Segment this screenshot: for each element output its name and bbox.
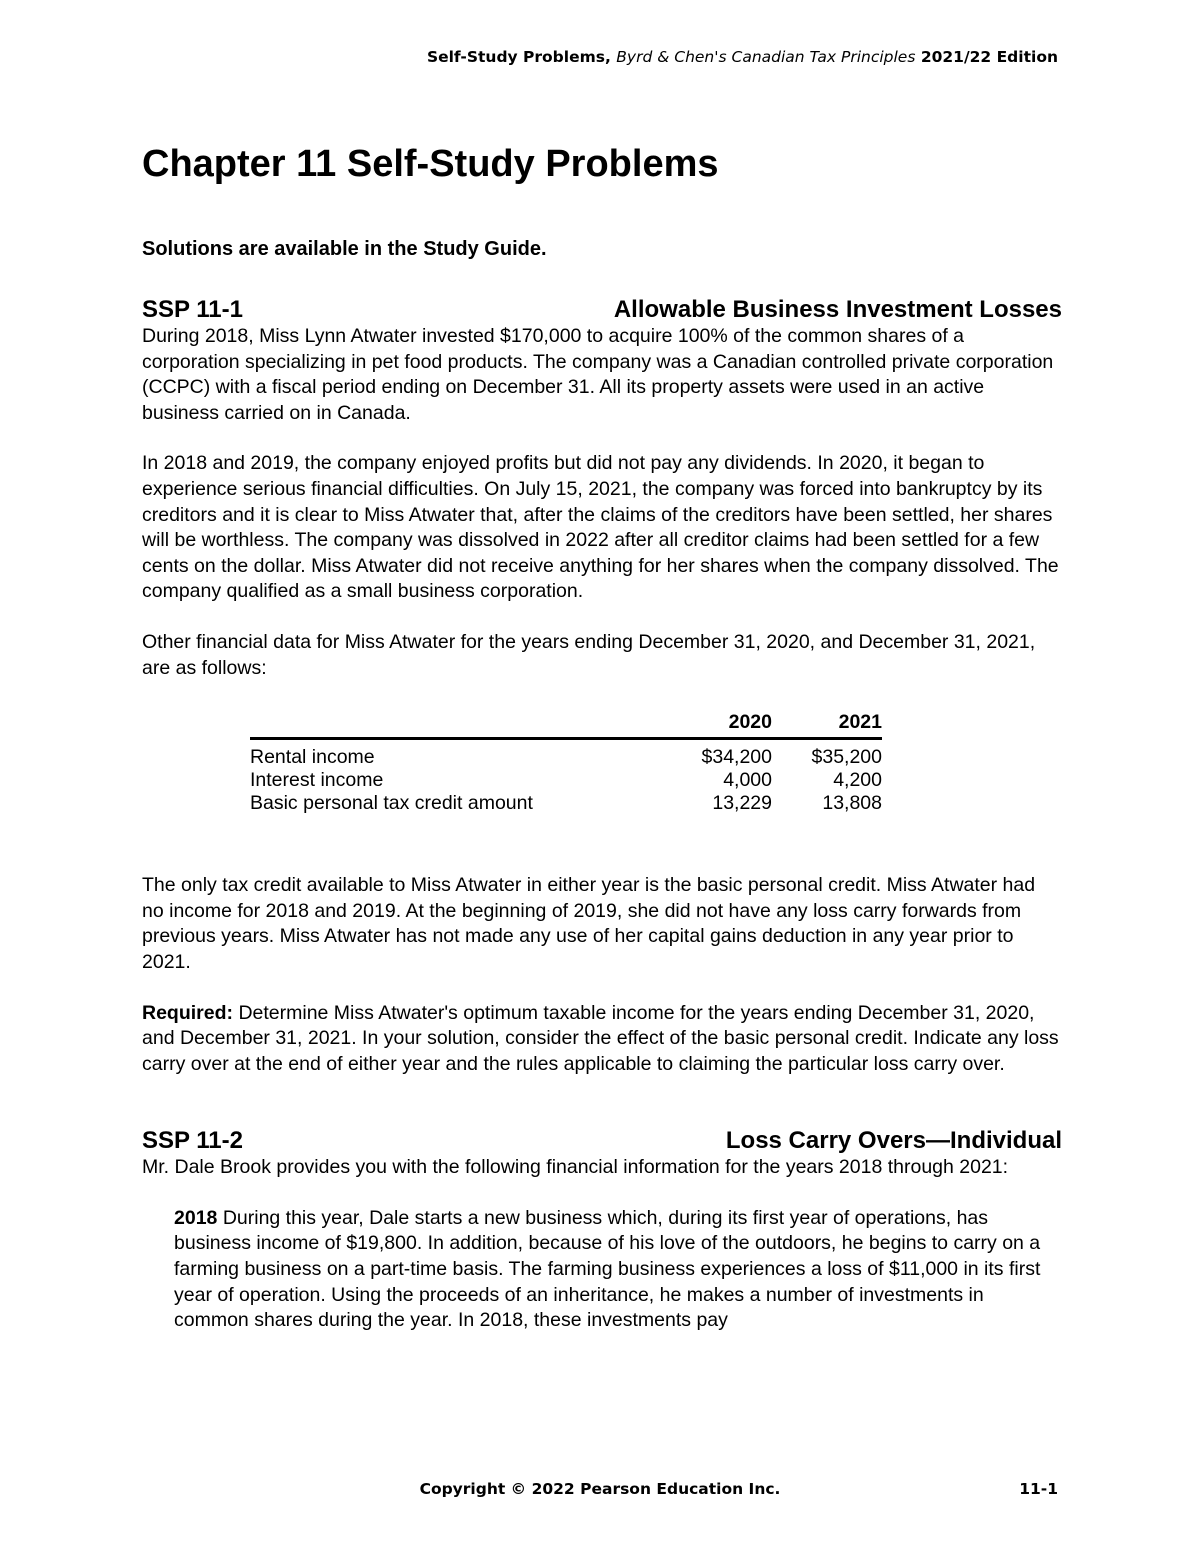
table-row <box>250 769 882 792</box>
footer-copyright: Copyright © 2022 Pearson Education Inc. <box>419 1480 781 1498</box>
solutions-note: Solutions are available in the Study Guide. <box>142 238 547 260</box>
header-part1: Self-Study Problems, <box>426 48 611 66</box>
ssp1-number: SSP 11-1 <box>142 296 243 323</box>
running-header <box>427 48 1058 66</box>
table-row <box>250 792 882 815</box>
row-label: Rental income <box>250 746 375 769</box>
header-book-title: Byrd & Chen's Canadian Tax Principles <box>616 48 916 66</box>
table-header-2020: 2020 <box>728 711 772 734</box>
footer-page-number: 11-1 <box>1019 1480 1058 1498</box>
table-header-row <box>250 710 882 739</box>
page-content <box>142 140 1062 1334</box>
ssp1-heading <box>142 296 1062 324</box>
table-header-2021: 2021 <box>838 711 882 734</box>
row-value-2020: $34,200 <box>701 746 772 769</box>
ssp1-paragraph-2: In 2018 and 2019, the company enjoyed profits but did not pay any dividends. In 2020, it began to experience serious financial difficulties. On July 15, 2021, the company was forced into bankruptcy by its creditors and it is clear to Miss Atwater that, after the claims of the creditors have been settled, her shares will be worthless. The company was dissolved in 2022 after all creditor claims had been settled for a few cents on the dollar. Miss Atwater did not receive anything for her shares when the company dissolved. The company qualified as a small business corporation. <box>142 452 1059 603</box>
table-row <box>250 739 882 770</box>
ssp2-number: SSP 11-2 <box>142 1127 243 1155</box>
ssp2-intro: Mr. Dale Brook provides you with the following financial information for the years 2018 through 2021: <box>142 1156 1009 1179</box>
ssp1-paragraph-1: During 2018, Miss Lynn Atwater invested $170,000 to acquire 100% of the common shares of a corporation specializing in pet food products. The company was a Canadian controlled private corporation (CCPC) with a fiscal period ending on December 31. All its property assets were used in an active business carried on in Canada. <box>142 325 1054 424</box>
row-value-2020: 4,000 <box>723 769 772 792</box>
ssp2-title: Loss Carry Overs—Individual <box>725 1127 1062 1155</box>
chapter-title: Chapter 11 Self-Study Problems <box>142 143 719 185</box>
ssp2-year-2018 <box>174 1206 1062 1334</box>
financial-data-table-wrapper <box>250 710 882 815</box>
ssp1-paragraph-4: The only tax credit available to Miss Atwater in either year is the basic personal credit. Miss Atwater had no income for 2018 and 2019. At the beginning of 2019, she did not have any loss carry forwards from previous years. Miss Atwater has not made any use of her capital gains deduction in any year prior to 2021. <box>142 874 1036 973</box>
financial-data-table <box>250 710 882 815</box>
row-value-2021: 4,200 <box>833 769 882 792</box>
ssp1-paragraph-3: Other financial data for Miss Atwater for the years ending December 31, 2020, and December 31, 2021, are as follows: <box>142 630 1036 679</box>
year-label: 2018 <box>174 1206 218 1229</box>
required-text: Determine Miss Atwater's optimum taxable income for the years ending December 31, 2020, and December 31, 2021. In your solution, consider the effect of the basic personal credit. Indicate any loss carry over at the end of either year and the rules applicable to claiming the particular loss carry over. <box>142 1001 1059 1075</box>
row-label: Interest income <box>250 769 384 792</box>
row-value-2020: 13,229 <box>712 792 772 815</box>
row-value-2021: 13,808 <box>822 792 882 815</box>
header-edition: 2021/22 Edition <box>920 48 1058 66</box>
row-label: Basic personal tax credit amount <box>250 792 533 815</box>
row-value-2021: $35,200 <box>811 746 882 769</box>
table-header-blank <box>250 710 662 739</box>
ssp2-heading <box>142 1127 1062 1155</box>
year-text: During this year, Dale starts a new business which, during its first year of operations, has business income of $19,800. In addition, because of his love of the outdoors, he begins to carry on a farming business on a part-time basis. The farming business experiences a loss of $11,000 in its first year of operation. Using the proceeds of an inheritance, he makes a number of investments in common shares during the year. In 2018, these investments pay <box>174 1206 1041 1332</box>
ssp1-required <box>142 1001 1062 1078</box>
required-label: Required: <box>142 1001 234 1024</box>
ssp1-title: Allowable Business Investment Losses <box>613 296 1062 323</box>
